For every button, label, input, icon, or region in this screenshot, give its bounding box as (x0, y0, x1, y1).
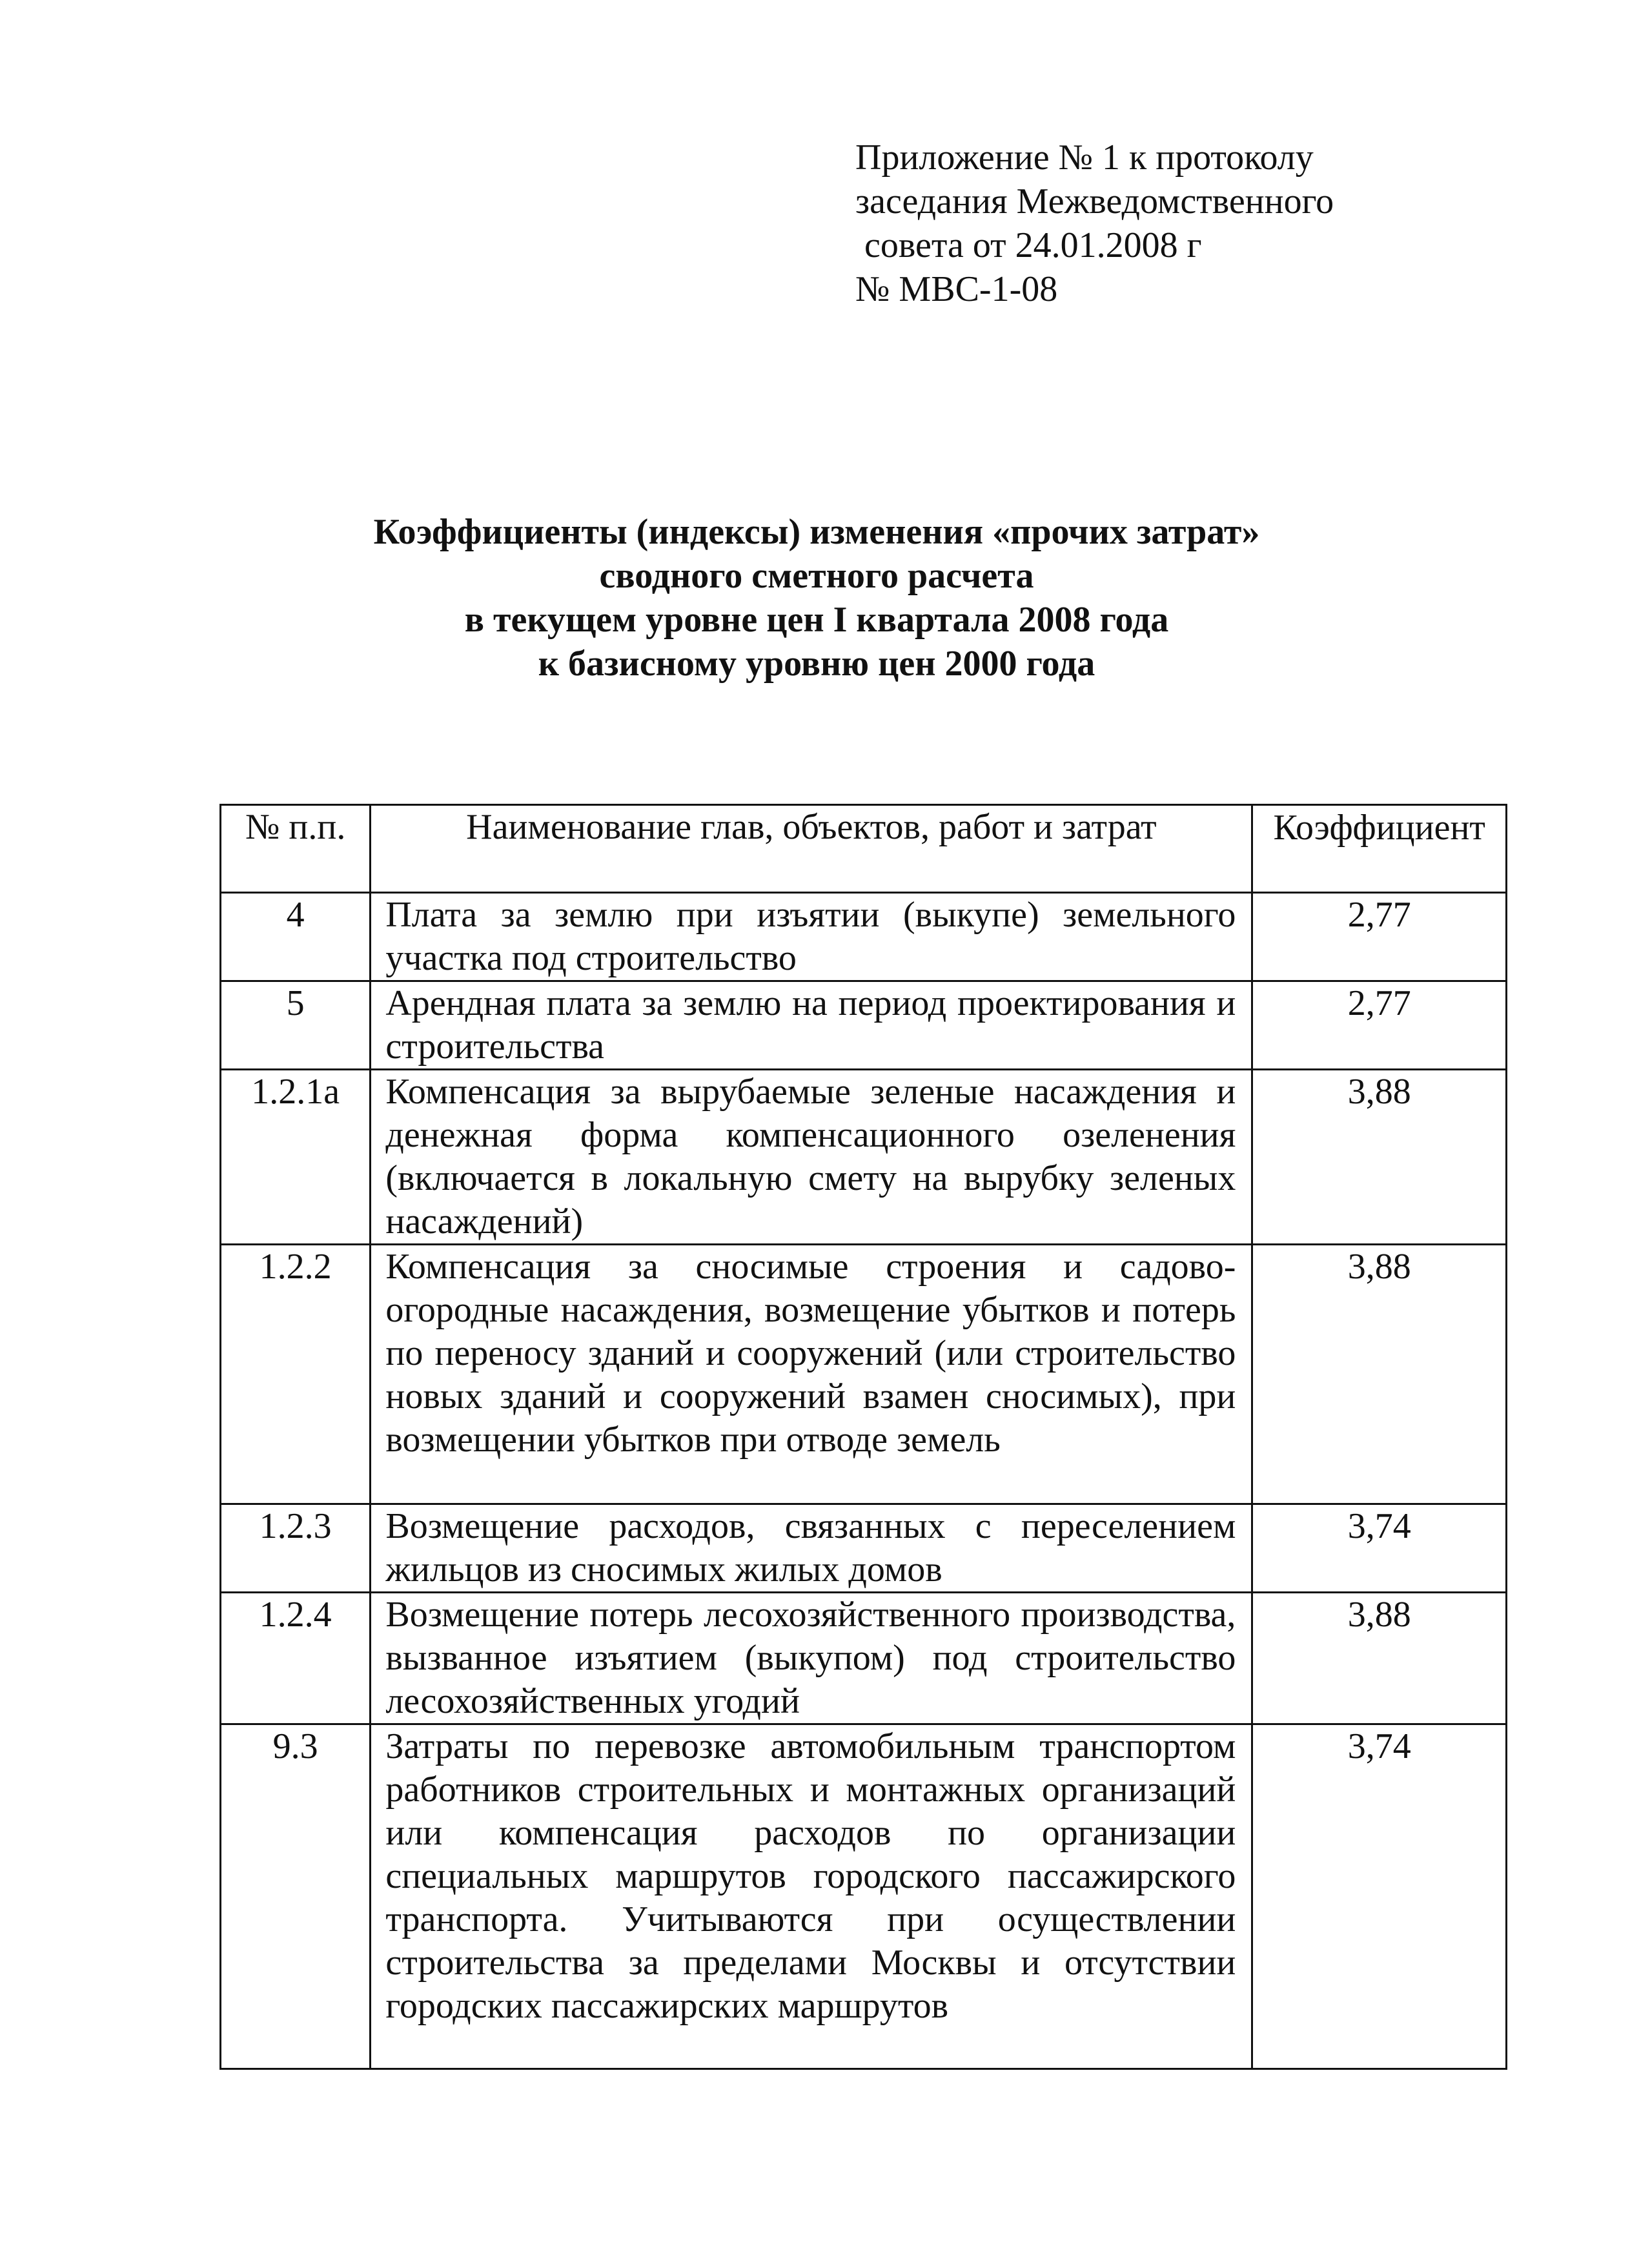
row-number: 1.2.2 (259, 1247, 332, 1287)
row-name: Возмещение потерь лесохозяйственного производства, вызванное изъятием (выкупом) под строительство лесохозяйственных угодий (385, 1595, 1236, 1721)
row-coefficient: 3,88 (1347, 1072, 1411, 1112)
row-coefficient: 3,88 (1347, 1595, 1411, 1635)
title-line: в текущем уровне цен I квартала 2008 года (464, 600, 1169, 640)
row-name: Арендная плата за землю на период проектирования и строительства (385, 983, 1236, 1067)
appendix-line: совета от 24.01.2008 г (855, 225, 1202, 265)
table-row (221, 981, 1507, 1070)
table-row (221, 893, 1507, 981)
row-name: Плата за землю при изъятии (выкупе) земельного участка под строительство (385, 895, 1236, 978)
header-coefficient: Коэффициент (1252, 805, 1507, 893)
row-coefficient: 3,74 (1347, 1506, 1411, 1546)
table-row (221, 1593, 1507, 1724)
header-number: № п.п. (221, 805, 371, 893)
row-name: Компенсация за сносимые строения и садово-огородные насаждения, возмещение убытков и потерь по переносу зданий и сооружений (или строительство новых зданий и сооружений взамен сносимых), при возмещении убытков при отводе земель (385, 1247, 1236, 1460)
appendix-line: № МВС-1-08 (855, 269, 1058, 309)
row-coefficient: 3,88 (1347, 1247, 1411, 1287)
row-coefficient: 3,74 (1347, 1726, 1411, 1766)
title-line: к базисному уровню цен 2000 года (538, 644, 1095, 684)
table-row (221, 1724, 1507, 2069)
table-row (221, 1070, 1507, 1245)
coefficients-table (219, 804, 1507, 2070)
row-name: Компенсация за вырубаемые зеленые насаждения и денежная форма компенсационного озеленения (включается в локальную смету на вырубку зеленых насаждений) (385, 1072, 1236, 1241)
title-line: Коэффициенты (индексы) изменения «прочих затрат» (373, 512, 1260, 552)
table-row (221, 1245, 1507, 1504)
row-name: Затраты по перевозке автомобильным транспортом работников строительных и монтажных организаций или компенсация расходов по организации специальных маршрутов городского пассажирского транспорта. Учитываются при осуществлении строительства за пределами Москвы и отсутствии городских пассажирских маршрутов (385, 1726, 1236, 2026)
row-number: 4 (286, 895, 305, 935)
header-name: Наименование глав, объектов, работ и затрат (371, 805, 1252, 893)
appendix-reference (855, 136, 1334, 311)
row-coefficient: 2,77 (1347, 895, 1411, 935)
table-row (221, 1504, 1507, 1593)
title-line: сводного сметного расчета (599, 556, 1034, 596)
table-header-row (221, 805, 1507, 893)
appendix-line: заседания Межведомственного (855, 181, 1334, 221)
row-name: Возмещение расходов, связанных с переселением жильцов из сносимых жилых домов (385, 1506, 1236, 1589)
appendix-line: Приложение № 1 к протоколу (855, 138, 1314, 178)
row-number: 9.3 (272, 1726, 318, 1766)
row-number: 5 (286, 983, 305, 1023)
document-title (219, 510, 1414, 686)
row-number: 1.2.3 (259, 1506, 332, 1546)
row-number: 1.2.4 (259, 1595, 332, 1635)
row-number: 1.2.1а (251, 1072, 340, 1112)
row-coefficient: 2,77 (1347, 983, 1411, 1023)
